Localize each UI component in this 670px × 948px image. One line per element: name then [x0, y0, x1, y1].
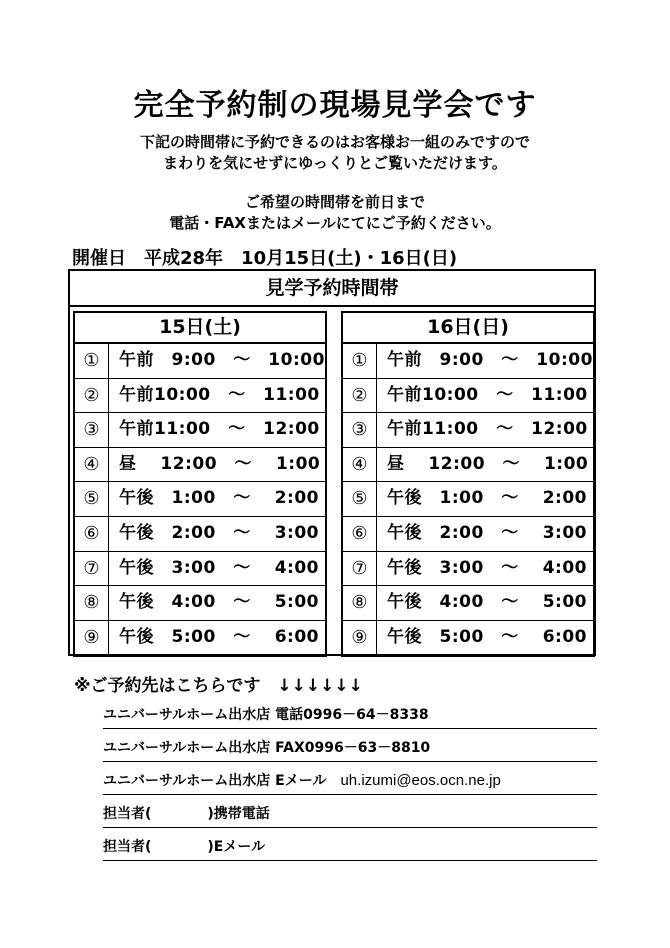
slot-number: ② — [75, 379, 109, 413]
slot-row — [75, 379, 325, 414]
event-date: 開催日 平成28年 10月15日(土)・16日(日) — [72, 248, 458, 269]
slot-row — [75, 482, 325, 517]
schedule-box — [68, 269, 596, 656]
slot-number: ③ — [343, 413, 377, 447]
email-label: ユニバーサルホーム出水店 Eメール — [103, 773, 341, 789]
day-table-16 — [341, 311, 595, 657]
day-title: 15日(土) — [75, 313, 325, 344]
slot-time: 午前 9:00 ～ 10:00 — [119, 350, 325, 370]
slot-row — [343, 482, 593, 517]
slot-time: 午後 5:00 ～ 6:00 — [119, 626, 319, 647]
slot-number: ① — [343, 344, 377, 378]
slot-number: ④ — [75, 448, 109, 482]
day-title: 16日(日) — [343, 313, 593, 344]
slot-number: ⑧ — [75, 586, 109, 620]
slot-time: 午後 3:00 ～ 4:00 — [387, 557, 587, 578]
slot-time: 午前11:00 ～ 12:00 — [387, 419, 588, 440]
slot-number: ⑧ — [343, 586, 377, 620]
day-table-15 — [73, 311, 327, 657]
slot-number: ⑤ — [75, 482, 109, 516]
slot-row — [75, 448, 325, 483]
slot-time: 午前 9:00 ～ 10:00 — [387, 350, 593, 370]
staff-email: 担当者( )Eメール — [103, 836, 597, 861]
slot-number: ⑥ — [75, 517, 109, 551]
slot-number: ⑥ — [343, 517, 377, 551]
slot-number: ② — [343, 379, 377, 413]
slot-number: ① — [75, 344, 109, 378]
slot-number: ⑨ — [75, 621, 109, 656]
slot-row — [343, 448, 593, 483]
slot-row — [75, 586, 325, 621]
slot-time: 午後 2:00 ～ 3:00 — [119, 522, 319, 543]
slot-number: ⑦ — [75, 552, 109, 586]
slot-time: 午後 3:00 ～ 4:00 — [119, 557, 319, 578]
slot-number: ④ — [343, 448, 377, 482]
contact-header: ※ご予約先はこちらです ↓↓↓↓↓↓ — [74, 676, 363, 696]
intro-line-3: ご希望の時間帯を前日まで — [244, 193, 425, 211]
slot-row — [343, 379, 593, 414]
slot-row — [343, 413, 593, 448]
page-title: 完全予約制の現場見学会です — [133, 88, 537, 123]
contact-phone: ユニバーサルホーム出水店 電話0996－64－8338 — [103, 704, 597, 729]
slot-time: 午後 1:00 ～ 2:00 — [387, 488, 587, 509]
slot-time: 昼 12:00 ～ 1:00 — [119, 453, 321, 474]
contact-email — [103, 770, 597, 795]
slot-row — [343, 552, 593, 587]
slot-row — [75, 344, 325, 379]
schedule-header: 見学予約時間帯 — [70, 271, 594, 307]
slot-row — [343, 344, 593, 379]
slot-number: ⑦ — [343, 552, 377, 586]
intro-line-1: 下記の時間帯に予約できるのはお客様お一組のみですので — [139, 133, 530, 151]
contact-fax: ユニバーサルホーム出水店 FAX0996－63－8810 — [103, 737, 597, 762]
slot-row — [75, 413, 325, 448]
slot-row — [75, 552, 325, 587]
email-address: uh.izumi@eos.ocn.ne.jp — [340, 772, 501, 789]
slot-row — [75, 517, 325, 552]
slot-number: ⑤ — [343, 482, 377, 516]
slot-time: 午後 1:00 ～ 2:00 — [119, 488, 319, 509]
slot-row — [343, 586, 593, 621]
slot-time: 午前10:00 ～ 11:00 — [387, 384, 588, 405]
slot-time: 午後 4:00 ～ 5:00 — [119, 592, 319, 613]
slot-time: 午後 2:00 ～ 3:00 — [387, 522, 587, 543]
slot-row — [75, 621, 325, 656]
slot-row — [343, 517, 593, 552]
slot-row — [343, 621, 593, 656]
intro-line-2: まわりを気にせずにゆっくりとご覧いただけます。 — [163, 154, 507, 172]
slot-time: 午前11:00 ～ 12:00 — [119, 419, 320, 440]
slot-time: 午前10:00 ～ 11:00 — [119, 384, 320, 405]
slot-number: ③ — [75, 413, 109, 447]
slot-number: ⑨ — [343, 621, 377, 656]
slot-time: 午後 4:00 ～ 5:00 — [387, 592, 587, 613]
slot-time: 午後 5:00 ～ 6:00 — [387, 626, 587, 647]
intro-line-4: 電話・FAXまたはメールにてにご予約ください。 — [169, 214, 501, 232]
slot-time: 昼 12:00 ～ 1:00 — [387, 453, 589, 474]
staff-mobile: 担当者( )携帯電話 — [103, 803, 597, 828]
